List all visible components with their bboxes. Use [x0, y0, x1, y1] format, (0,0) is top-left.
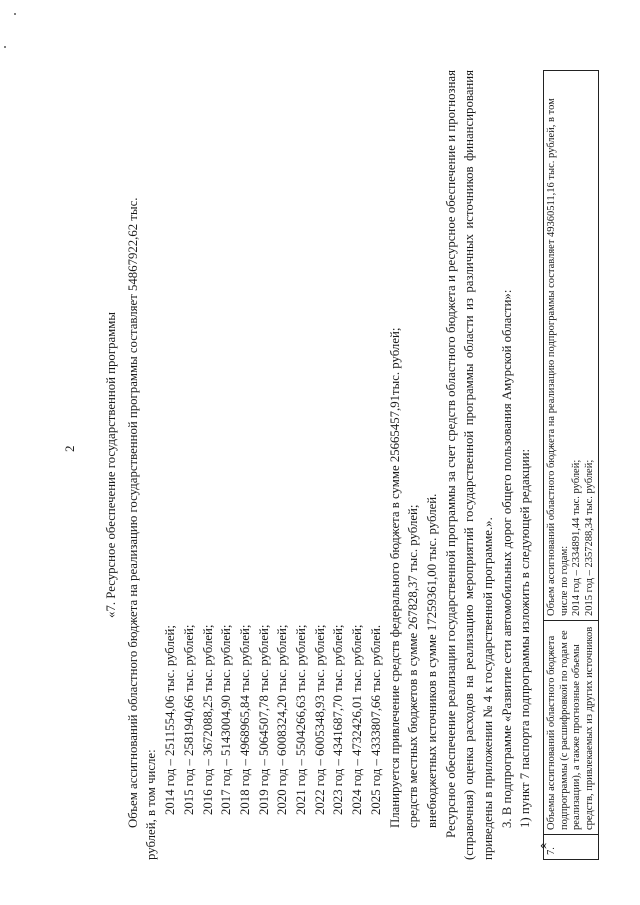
- year-line: 2016 год – 3672088,25 тыс. рублей;: [200, 624, 215, 815]
- year-line: 2025 год – 4333807,66 тыс. рублей.: [368, 624, 383, 815]
- row-label: Объемы ассигнований областного бюджета подпрограммы (с расшифровкой по годам ее реализации), а также прогнозные объемы средств, привлекаемых из других источников: [544, 621, 599, 835]
- row-value-line: 2015 год – 2357288,34 тыс. рублей;: [583, 459, 595, 616]
- table-row: [544, 71, 599, 860]
- intro-line-2: рублей, в том числе:: [144, 749, 159, 860]
- year-line: 2021 год – 5504266,63 тыс. рублей;: [294, 624, 309, 815]
- row-value-line: Объем ассигнований областного бюджета на реализацию подпрограммы составляет 49360511,16 тыс. рублей, в том числе по годам:: [546, 98, 570, 616]
- item-3-1-line: 1) пункт 7 паспорта подпрограммы изложить в следующей редакции:: [518, 448, 533, 828]
- year-line: 2023 год – 4341687,70 тыс. рублей;: [331, 624, 346, 815]
- year-line: 2020 год – 6008324,20 тыс. рублей;: [275, 624, 290, 815]
- year-line: 2014 год – 2511554,06 тыс. рублей;: [163, 625, 178, 815]
- federal-funds-line: Планируется привлечение средств федерального бюджета в сумме 25665457,91тыс. рублей;: [387, 327, 402, 828]
- local-funds-line: средств местных бюджетов в сумме 267828,37 тыс. рублей;: [406, 504, 421, 828]
- offbudget-funds-line: внебюджетных источников в сумме 17259361,00 тыс. рублей.: [424, 493, 439, 828]
- year-line: 2022 год – 6005348,93 тыс. рублей;: [312, 624, 327, 815]
- year-line: 2024 год – 4732426,01 тыс. рублей;: [350, 624, 365, 815]
- quote-mark: «: [540, 838, 547, 853]
- year-line: 2018 год – 4968965,84 тыс. рублей;: [237, 624, 252, 815]
- page-number: 2: [62, 445, 77, 452]
- year-list: [161, 70, 385, 860]
- year-line: 2015 год – 2581940,66 тыс. рублей;: [181, 624, 196, 815]
- row-number: 7.: [544, 835, 599, 860]
- scan-speck: [14, 13, 16, 15]
- intro-line-1: Объем ассигнований областного бюджета на реализацию государственной программы составляет 54867922,62 тыс.: [125, 197, 140, 828]
- row-value: [544, 71, 599, 621]
- year-line: 2017 год – 5143004,90 тыс. рублей;: [219, 624, 234, 815]
- row-value-line: 2014 год – 2334891,44 тыс. рублей;: [571, 459, 583, 616]
- section-heading: «7. Ресурсное обеспечение государственной программы: [104, 312, 118, 618]
- passport-table: [543, 70, 599, 860]
- resource-paragraph: Ресурсное обеспечение реализации государственной программы за счет средств областного бюджета и ресурсное обеспечение и прогнозная (справочная) оценка расходов на реализацию мероприятий государственной программы области из различных источников финансирования приведены в приложении № 4 к государственной программе.».: [443, 70, 496, 860]
- rotated-page-content: [102, 70, 599, 860]
- year-line: 2019 год – 5064507,78 тыс. рублей;: [256, 624, 271, 815]
- scan-speck: [4, 46, 6, 48]
- item-3-line: 3. В подпрограмме «Развитие сети автомобильных дорог общего пользования Амурской области»:: [499, 289, 514, 828]
